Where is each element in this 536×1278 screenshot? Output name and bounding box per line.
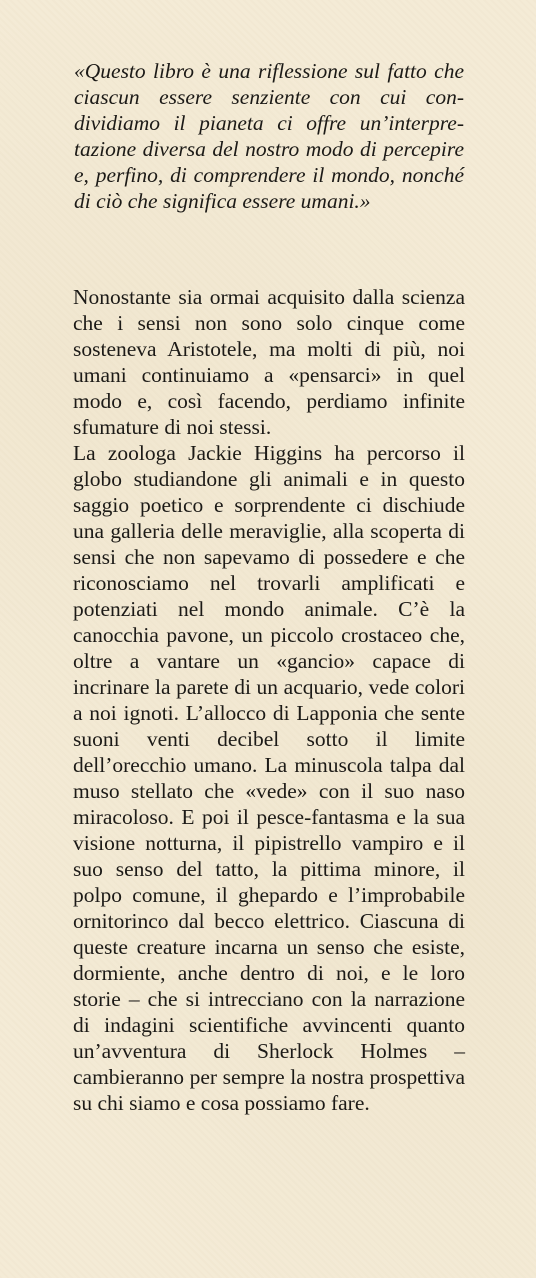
blurb-paragraph-main: La zoologa Jackie Higgins ha percorso il globo studiandone gli animali e in questo saggio poetico e sorprendente ci dischiude una galleria delle meraviglie, alla scoperta di sensi che non sapevamo di possedere e che riconosciamo nel trovarli amplificati e potenziati nel mondo animale. C’è la canocchia pavone, un piccolo crostaceo che, oltre a vantare un «gancio» capace di incrinare la parete di un acquario, vede colori a noi ignoti. L’allocco di Lapponia che sente suoni venti decibel sotto il limite dell’orecchio umano. La minuscola talpa dal muso stellato che «vede» con il suo naso miracoloso. E poi il pesce-fantasma e la sua visione notturna, il pipistrello vampiro e il suo senso del tatto, la pittima minore, il polpo comune, il ghepardo e l’improbabile ornitorinco dal becco elettrico. Ciascuna di queste creature incarna un senso che esiste, dormiente, anche dentro di noi, e le loro storie – che si intrecciano con la narrazione di indagini scientifiche avvincenti quanto un’avventura di Sherlock Holmes – cambieranno per sempre la nostra prospettiva su chi siamo e cosa possiamo fare. [73, 441, 465, 1115]
blurb-text [73, 284, 465, 1116]
cover-quote: «Questo libro è una riflessione sul fatto che ciascun essere senziente con cui condividiamo il pianeta ci offre un’interpretazione diversa del nostro modo di percepire e, perfino, di comprendere il mondo, nonché di ciò che significa essere umani.» [74, 59, 464, 213]
blurb-paragraph-intro: Nonostante sia ormai acquisito dalla scienza che i sensi non sono solo cinque come sosteneva Aristotele, ma molti di più, noi umani continuiamo a «pensarci» in quel modo e, così facendo, perdiamo infinite sfumature di noi stessi. [73, 285, 465, 439]
